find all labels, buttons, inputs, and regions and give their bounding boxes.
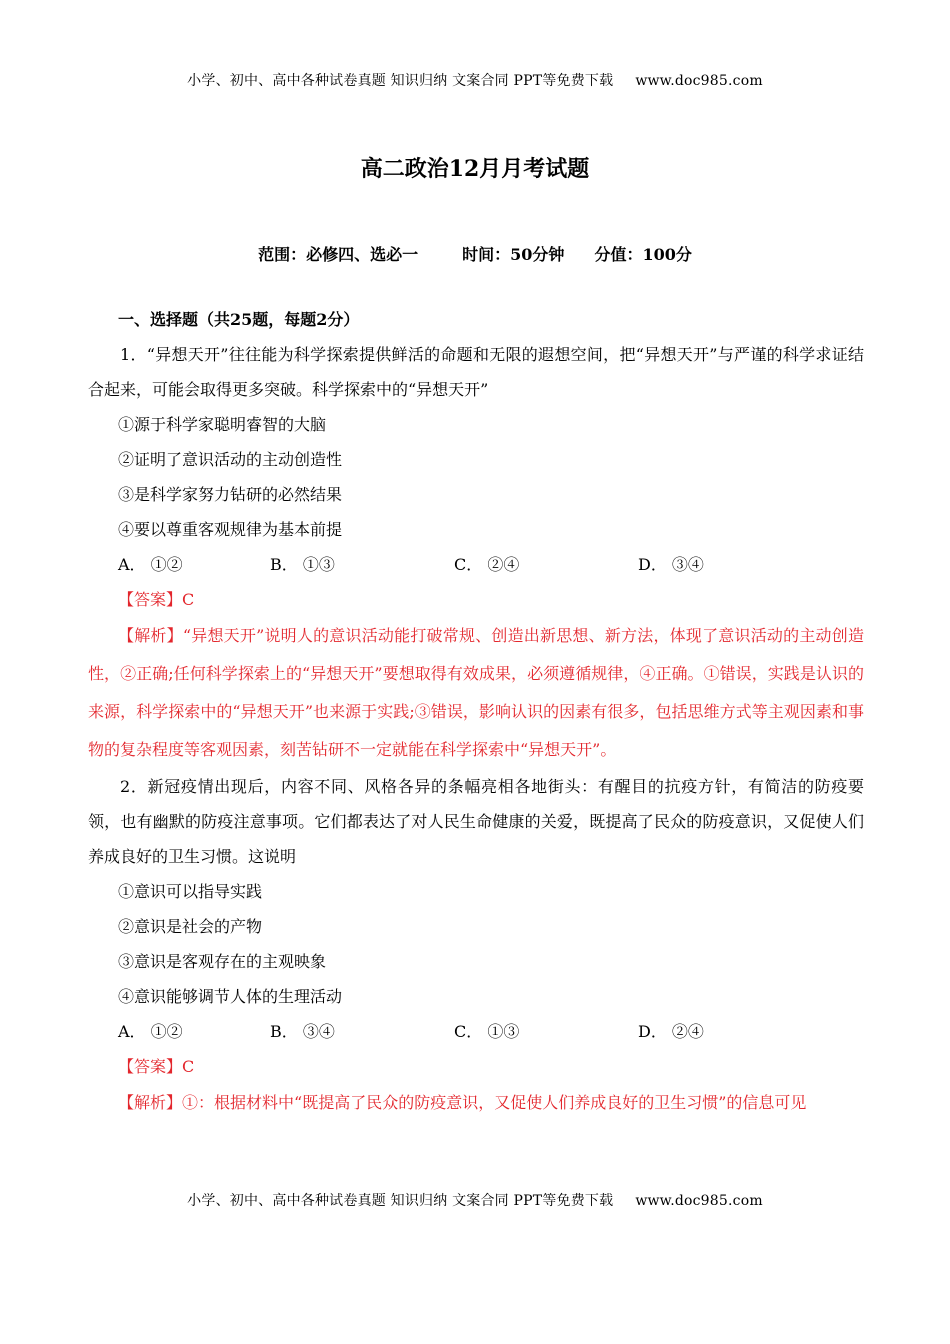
exam-range: 范围：必修四、选必一 — [258, 245, 419, 264]
exam-score: 分值：100分 — [594, 245, 692, 264]
exam-content — [88, 302, 864, 1122]
page-footer — [0, 1190, 950, 1210]
question-2-option: ③意识是客观存在的主观映象 — [118, 952, 327, 971]
question-1-option: ③是科学家努力钻研的必然结果 — [118, 485, 343, 504]
question-1-choices — [88, 547, 864, 582]
question-1-analysis — [88, 617, 864, 769]
question-2-analysis — [88, 1084, 864, 1122]
header-text: 小学、初中、高中各种试卷真题 知识归纳 文案合同 PPT等免费下载 — [187, 73, 614, 89]
analysis-text: “异想天开”说明人的意识活动能打破常规、创造出新思想、新方法，体现了意识活动的主动创造性，②正确;任何科学探索上的“异想天开”要想取得有效成果，必须遵循规律，④正确。①错误，实践是认识的来源，科学探索中的“异想天开”也来源于实践;③错误，影响认识的因素有很多，包括思维方式等主观因素和事物的复杂程度等客观因素，刻苦钻研不一定就能在科学探索中“异想天开”。 — [88, 626, 864, 759]
question-2-stem: 2．新冠疫情出现后，内容不同、风格各异的条幅亮相各地街头：有醒目的抗疫方针，有简洁的防疫要领，也有幽默的防疫注意事项。它们都表达了对人民生命健康的关爱，既提高了民众的防疫意识，又促使人们养成良好的卫生习惯。这说明 — [88, 777, 864, 866]
footer-url[interactable]: www.doc985.com — [635, 1193, 763, 1209]
exam-meta — [0, 242, 950, 265]
question-1-option: ①源于科学家聪明睿智的大脑 — [118, 415, 327, 434]
analysis-text: ①：根据材料中“既提高了民众的防疫意识，又促使人们养成良好的卫生习惯”的信息可见 — [182, 1093, 807, 1112]
exam-time: 时间：50分钟 — [462, 245, 565, 264]
footer-text: 小学、初中、高中各种试卷真题 知识归纳 文案合同 PPT等免费下载 — [187, 1193, 614, 1209]
choice-d: D． ③④ — [638, 555, 704, 574]
question-1-stem: 1．“异想天开”往往能为科学探索提供鲜活的命题和无限的遐想空间，把“异想天开”与严谨的科学求证结合起来，可能会取得更多突破。科学探索中的“异想天开” — [88, 345, 864, 399]
question-2-answer: 【答案】C — [118, 1057, 195, 1076]
question-2-option: ④意识能够调节人体的生理活动 — [118, 987, 343, 1006]
question-2-choices — [88, 1014, 864, 1049]
question-2-option: ②意识是社会的产物 — [118, 917, 263, 936]
choice-b: B． ③④ — [270, 1022, 335, 1041]
choice-a: A． ①② — [118, 1022, 183, 1041]
header-url[interactable]: www.doc985.com — [635, 73, 763, 89]
choice-c: C． ①③ — [454, 1022, 520, 1041]
choice-d: D． ②④ — [638, 1022, 704, 1041]
analysis-tag: 【解析】 — [118, 626, 183, 645]
choice-b: B． ①③ — [270, 555, 335, 574]
question-1-option: ②证明了意识活动的主动创造性 — [118, 450, 343, 469]
page-title: 高二政治12月月考试题 — [360, 156, 590, 182]
section-heading: 一、选择题（共25题，每题2分） — [118, 310, 360, 329]
choice-a: A． ①② — [118, 555, 183, 574]
page-header — [0, 70, 950, 90]
question-1-answer: 【答案】C — [118, 590, 195, 609]
analysis-tag: 【解析】 — [118, 1093, 183, 1112]
choice-c: C． ②④ — [454, 555, 520, 574]
question-2-option: ①意识可以指导实践 — [118, 882, 263, 901]
question-1-option: ④要以尊重客观规律为基本前提 — [118, 520, 343, 539]
